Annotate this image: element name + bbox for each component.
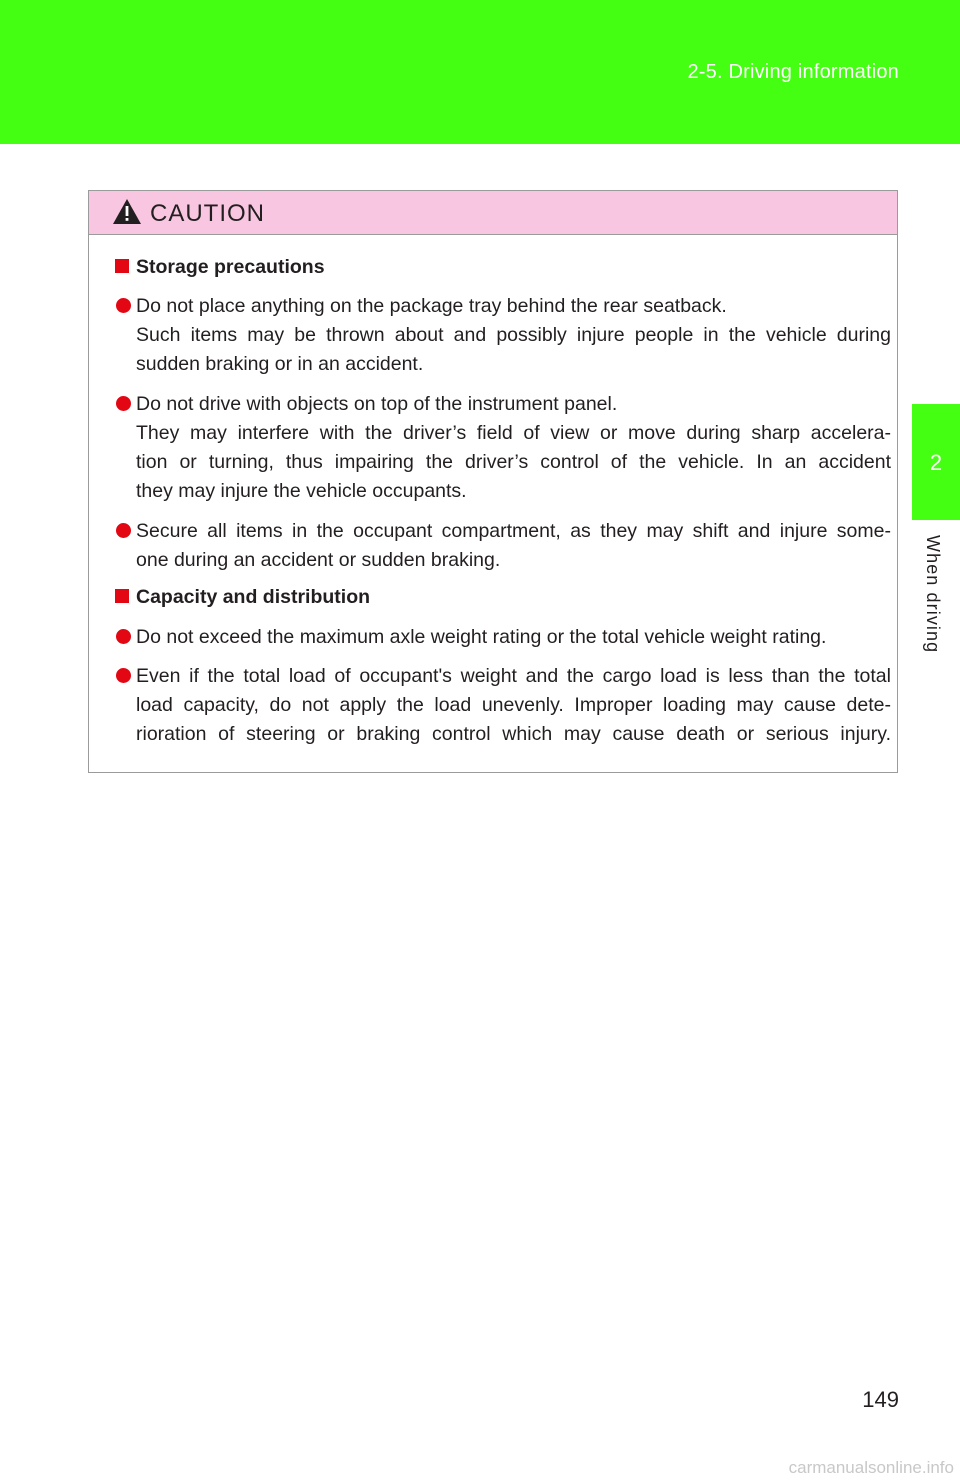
- list-item: Even if the total load of occupant's weight and the cargo load is less than the total load capacity, do not apply the load unevenly. Improper loading may cause dete- rioration of steering or braking control which may cause death or serious injury.: [136, 662, 891, 749]
- round-bullet-icon: [116, 629, 131, 644]
- watermark[interactable]: carmanualsonline.info: [788, 1458, 954, 1477]
- caution-header: [89, 191, 897, 235]
- round-bullet-icon: [116, 668, 131, 683]
- section-title: 2-5. Driving information: [687, 61, 899, 83]
- square-bullet-icon: [115, 589, 129, 603]
- section-heading: Capacity and distribution: [115, 586, 370, 609]
- chapter-label: [922, 535, 946, 665]
- warning-triangle-icon: [112, 198, 142, 225]
- list-item: Do not exceed the maximum axle weight rating or the total vehicle weight rating.: [136, 623, 891, 652]
- section-heading: Storage precautions: [115, 256, 325, 279]
- chapter-number: 2: [929, 450, 943, 475]
- header-band: [0, 0, 960, 144]
- round-bullet-icon: [116, 523, 131, 538]
- page-number: 149: [862, 1387, 899, 1412]
- list-item: Do not drive with objects on top of the instrument panel. They may interfere with the driver’s field of view or move during sharp accelera- tion or turning, thus impairing the driver’s control of the vehicle. In an accident they may injure the vehicle occupants.: [136, 390, 891, 506]
- caution-title: CAUTION: [150, 200, 265, 227]
- chapter-tab: [912, 404, 960, 520]
- list-item: Do not place anything on the package tray behind the rear seatback. Such items may be thrown about and possibly injure people in the vehicle during sudden braking or in an accident.: [136, 292, 891, 379]
- chapter-label-text: When driving: [923, 535, 943, 654]
- list-item: Secure all items in the occupant compartment, as they may shift and injure some- one during an accident or sudden braking.: [136, 517, 891, 575]
- square-bullet-icon: [115, 259, 129, 273]
- caution-box: [88, 190, 898, 773]
- round-bullet-icon: [116, 298, 131, 313]
- round-bullet-icon: [116, 396, 131, 411]
